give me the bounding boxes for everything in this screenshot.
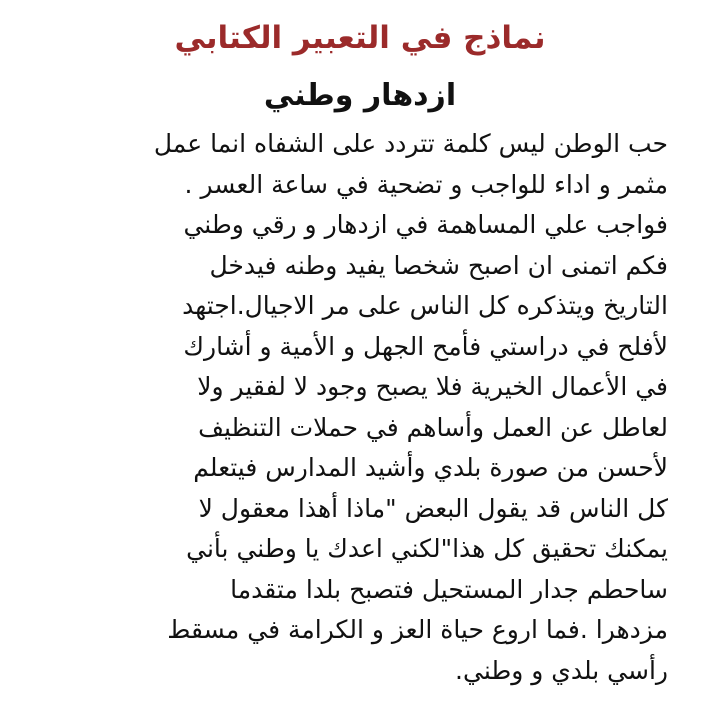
essay-line-8: لعاطل عن العمل وأساهم في حملات التنظيف (198, 412, 668, 442)
essay-line-5: التاريخ ويتذكره كل الناس على مر الاجيال.اجتهد (182, 291, 668, 320)
essay-line-1: حب الوطن ليس كلمة تتردد على الشفاه انما عمل (153, 129, 668, 158)
document-title: نماذج في التعبير الكتابي (174, 20, 546, 56)
essay-line-3: فواجب علي المساهمة في ازدهار و رقي وطني (183, 210, 668, 239)
essay-line-4: فكم اتمنى ان اصبح شخصا يفيد وطنه فيدخل (209, 250, 668, 280)
essay-line-10: كل الناس قد يقول البعض "ماذا أهذا معقول لا (198, 493, 668, 523)
essay-line-11: يمكنك تحقيق كل هذا"لكني اعدك يا وطني بأني (186, 534, 668, 563)
essay-line-2: مثمر و اداء للواجب و تضحية في ساعة العسر . (184, 169, 668, 199)
essay-line-9: لأحسن من صورة بلدي وأشيد المدارس فيتعلم (193, 453, 668, 482)
document-subtitle: ازدهار وطني (263, 78, 457, 113)
essay-body (60, 124, 668, 691)
essay-line-12: ساحطم جدار المستحيل فتصبح بلدا متقدما (230, 574, 668, 604)
essay-line-6: لأفلح في دراستي فأمح الجهل و الأمية و أشارك (183, 331, 668, 361)
essay-line-13: مزدهرا .فما اروع حياة العز و الكرامة في مسقط (167, 615, 668, 644)
essay-line-7: في الأعمال الخيرية فلا يصبح وجود لا لفقير ولا (197, 372, 668, 401)
essay-line-14: رأسي بلدي و وطني. (455, 655, 668, 685)
